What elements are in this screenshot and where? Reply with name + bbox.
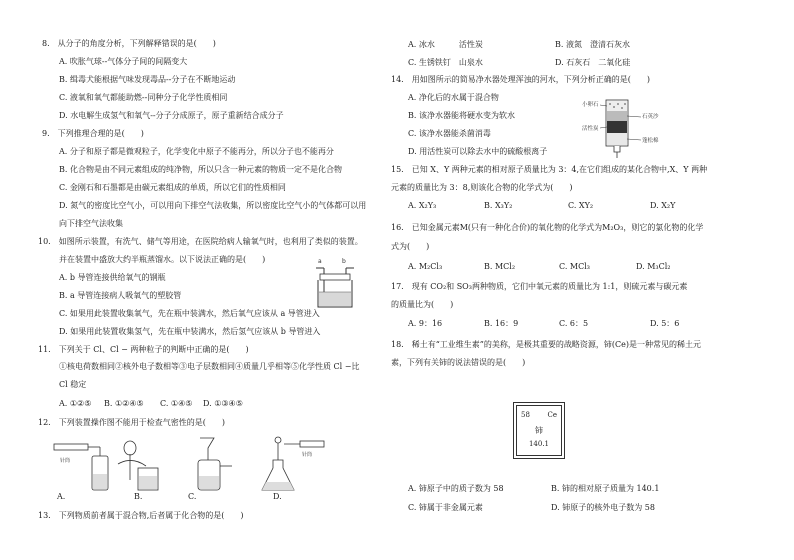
q15-stem: 15. 已知 X、Y 两种元素的相对原子质量比为 3：4,在它们组成的某化合物中,X、Y 两种 xyxy=(391,165,708,174)
q16-option-c: C. MCl₃ xyxy=(559,262,590,271)
q15-stem-cont: 元素的质量比为 3：8,则该化合物的化学式为( ) xyxy=(391,183,573,192)
q16-option-a: A. M₂Cl₃ xyxy=(408,262,443,271)
q11-statements-cont: Cl 稳定 xyxy=(59,380,87,389)
q16-option-d: D. M₃Cl₂ xyxy=(636,262,671,271)
q8-option-c: C. 液氧和氧气都能助燃--同种分子化学性质相同 xyxy=(59,93,228,102)
syringe-label-d: 针筒 xyxy=(302,452,313,458)
q12-label-a: A. xyxy=(57,492,66,501)
q9-option-d: D. 氮气的密度比空气小，可以用向下排空气法收集，所以密度比空气小的气体都可以用 xyxy=(59,201,367,210)
q11-option-a: A. ①②⑤ xyxy=(59,399,92,408)
q17-option-d: D. 5：6 xyxy=(650,319,680,328)
purifier-label-cotton: 蓬松棉 xyxy=(642,138,659,144)
q12-label-b: B. xyxy=(134,492,143,501)
q12-label-c: C. xyxy=(188,492,197,501)
q10-option-a: A. b 导管连接供给氧气的钢瓶 xyxy=(59,273,166,282)
q8-stem: 8. 从分子的角度分析，下列解释错误的是( ) xyxy=(42,39,216,48)
q18-stem: 18. 稀土有“工业维生素”的美称，是极其重要的战略资源，铈(Ce)是一种常见的稀土元 xyxy=(391,340,701,349)
q17-option-b: B. 16：9 xyxy=(484,319,519,328)
q14-option-c: C. 该净水器能杀菌消毒 xyxy=(408,129,491,138)
q10-option-b: B. a 导管连接病人吸氧气的塑胶管 xyxy=(59,291,182,300)
q13-option-c: C. 生锈铁钉 山泉水 xyxy=(408,58,483,67)
q16-option-b: B. MCl₂ xyxy=(484,262,516,271)
q17-option-c: C. 6：5 xyxy=(559,319,589,328)
element-symbol: Ce xyxy=(547,411,557,419)
element-card-inner xyxy=(516,405,562,456)
q9-option-a: A. 分子和原子都是微观粒子，化学变化中原子不能再分，所以分子也不能再分 xyxy=(59,147,334,156)
element-card xyxy=(513,402,565,459)
q9-option-c: C. 金刚石和石墨都是由碳元素组成的单质，所以它们的性质相同 xyxy=(59,183,286,192)
purifier-label-sand: 石英沙 xyxy=(642,114,659,120)
apparatus-c xyxy=(198,438,232,490)
syringe-label-a: 针筒 xyxy=(60,458,71,464)
q10-stem-cont: 并在装置中盛放大约半瓶蒸馏水。以下说法正确的是( ) xyxy=(59,255,266,264)
q11-stem: 11. 下列关于 Cl、Cl − 两种粒子的判断中正确的是( ) xyxy=(38,345,249,354)
q18-option-d: D. 铈原子的核外电子数为 58 xyxy=(551,503,655,512)
q17-option-a: A. 9：16 xyxy=(408,319,443,328)
q8-option-b: B. 缉毒犬能根据气味发现毒品--分子在不断地运动 xyxy=(59,75,236,84)
purifier-label-pebbles: 小卵石 xyxy=(582,102,599,108)
q10-option-d: D. 如果用此装置收集氢气，先在瓶中装满水，然后氢气应该从 b 导管进入 xyxy=(59,327,321,336)
atomic-number: 58 xyxy=(521,411,530,419)
q11-option-d: D. ①③④⑤ xyxy=(203,399,243,408)
airtightness-apparatus-figures xyxy=(52,434,392,496)
apparatus-d xyxy=(262,437,324,490)
q13-option-d: D. 石灰石 二氧化硅 xyxy=(555,58,631,67)
gas-washing-bottle-figure xyxy=(312,256,358,310)
q8-option-d: D. 水电解生成氢气和氧气--分子分成原子，原子重新结合成分子 xyxy=(59,111,284,120)
q15-option-b: B. X₃Y₂ xyxy=(484,201,513,210)
q14-option-b: B. 该净水器能将硬水变为软水 xyxy=(408,111,515,120)
q16-stem: 16. 已知金属元素M(只有一种化合价)的氧化物的化学式为M₂O₃，则它的氯化物的化学 xyxy=(391,223,704,232)
q12-stem: 12. 下列装置操作图不能用于检查气密性的是( ) xyxy=(38,418,225,427)
q9-option-d-cont: 向下排空气法收集 xyxy=(59,219,123,228)
apparatus-b xyxy=(118,441,158,490)
q9-option-b: B. 化合物是由不同元素组成的纯净物，所以只含一种元素的物质一定不是化合物 xyxy=(59,165,342,174)
q16-stem-cont: 式为( ) xyxy=(391,242,430,251)
q17-stem-cont: 的质量比为( ) xyxy=(391,300,454,309)
q14-option-d: D. 用活性炭可以除去水中的硫酸根离子 xyxy=(408,147,548,156)
purifier-label-carbon: 活性炭 xyxy=(582,126,599,132)
q9-stem: 9. 下列推理合理的是( ) xyxy=(42,129,144,138)
q11-statements: ①核电荷数相同②核外电子数相等③电子层数相同④质量几乎相等⑤化学性质 Cl −比 xyxy=(59,362,360,371)
element-name: 铈 xyxy=(535,426,543,435)
q18-option-a: A. 铈原子中的质子数为 58 xyxy=(408,484,504,493)
q17-stem: 17. 现有 CO₂和 SO₃两种物质，它们中氧元素的质量比为 1:1，则硫元素与碳元素 xyxy=(391,282,688,291)
q18-stem-cont: 素，下列有关铈的说法错误的是( ) xyxy=(391,358,526,367)
atomic-mass: 140.1 xyxy=(528,440,550,448)
q10-stem: 10. 如图所示装置，有洗气、储气等用途，在医院给病人输氧气时，也利用了类似的装置。 xyxy=(38,237,363,246)
q14-option-a: A. 净化后的水属于混合物 xyxy=(408,93,499,102)
q15-option-c: C. XY₂ xyxy=(568,201,594,210)
q12-label-d: D. xyxy=(273,492,282,501)
q13-stem: 13. 下列物质前者属于混合物,后者属于化合物的是( ) xyxy=(38,511,244,520)
q8-option-a: A. 吹胀气球--气体分子间的间隔变大 xyxy=(59,57,188,66)
q10-option-c: C. 如果用此装置收集氧气，先在瓶中装满水，然后氧气应该从 a 导管进入 xyxy=(59,309,320,318)
q14-stem: 14. 用如图所示的简易净水器处理浑浊的河水，下列分析正确的是( ) xyxy=(391,75,650,84)
q11-option-b: B. ①②④⑤ xyxy=(104,399,144,408)
water-purifier-figure xyxy=(582,96,666,162)
q13-option-a: A. 冰水 活性炭 xyxy=(408,40,483,49)
q15-option-a: A. X₂Y₃ xyxy=(408,201,437,210)
tube-a-label: a xyxy=(318,258,322,265)
q11-option-c: C. ①④⑤ xyxy=(160,399,193,408)
q18-option-b: B. 铈的相对原子质量为 140.1 xyxy=(551,484,660,493)
q15-option-d: D. X₂Y xyxy=(650,201,676,210)
q18-option-c: C. 铈属于非金属元素 xyxy=(408,503,483,512)
tube-b-label: b xyxy=(342,258,346,265)
apparatus-a xyxy=(54,444,108,490)
q13-option-b: B. 液氮 澄清石灰水 xyxy=(555,40,630,49)
